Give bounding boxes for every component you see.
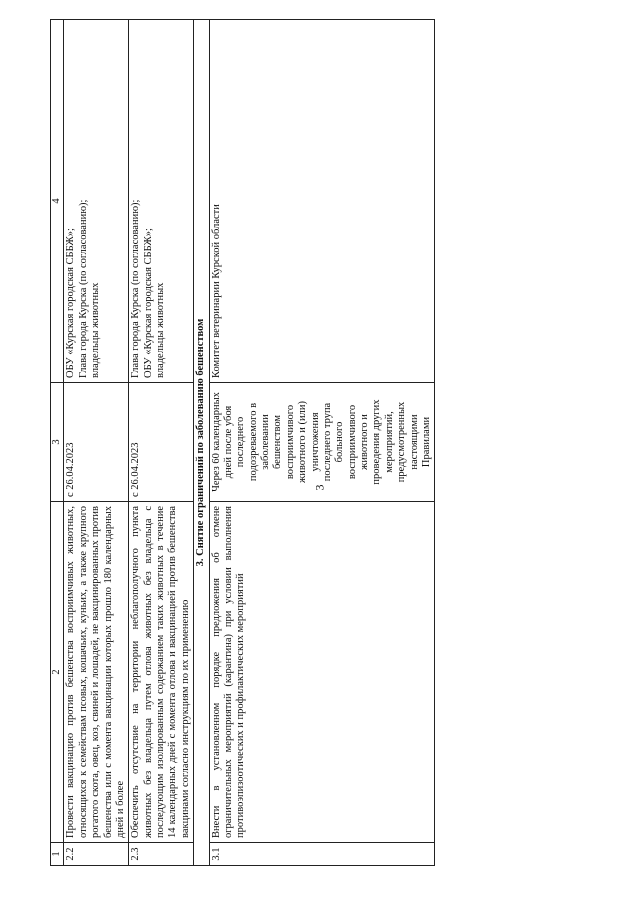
deadline bbox=[209, 383, 435, 502]
deadline-line: последнего трупа bbox=[321, 402, 333, 482]
responsible-line: Глава города Курска (по согласованию); bbox=[130, 199, 142, 378]
deadline-line: дней после убоя bbox=[222, 405, 234, 479]
deadline-line: проведения других bbox=[371, 399, 383, 485]
deadline-line: животного и bbox=[359, 414, 370, 470]
deadline-line: предусмотренных bbox=[396, 401, 408, 483]
header-col-4: 4 bbox=[51, 20, 64, 383]
deadline-line: бешенством bbox=[272, 414, 284, 470]
table-row-2-3 bbox=[129, 20, 194, 866]
responsible-line: Глава города Курска (по согласованию); bbox=[77, 199, 89, 378]
measures-table bbox=[50, 19, 435, 866]
deadline-line: восприимчивого bbox=[284, 404, 296, 480]
responsible-line: ОБУ «Курская городская СББЖ»; bbox=[65, 228, 77, 378]
responsible-line: владельцы животных bbox=[90, 282, 102, 378]
header-col-1: 1 bbox=[51, 843, 64, 866]
deadline-line: мероприятий, bbox=[383, 411, 395, 473]
section-3-title: 3. Снятие ограничений по заболеванию бешенством bbox=[194, 20, 209, 866]
deadline-line: Через 60 календарных bbox=[210, 392, 222, 492]
row-number: 2.2 bbox=[64, 843, 129, 866]
deadline: с 26.04.2023 bbox=[64, 383, 129, 502]
deadline-line: заболевании bbox=[260, 414, 271, 470]
measure-text: Обеспечить отсутствие на территории неблагополучного пункта животных без владельца путем отлова животных без владельца с последующим изолированным содержанием таких животных в течение 14 календарных дней с момента отлова и вакцинацией против бешенства вакцинами согласно инструкциям по их применению bbox=[129, 502, 194, 843]
table-row-2-2 bbox=[64, 20, 129, 866]
deadline: с 26.04.2023 bbox=[129, 383, 194, 502]
header-col-3: 3 bbox=[51, 383, 64, 502]
measure-text: Внести в установленном порядке предложения об отмене ограничительных мероприятий (карантина) при условии выполнения противоэпизоотических и профилактических мероприятий bbox=[209, 502, 435, 843]
deadline-line: больного bbox=[334, 421, 346, 463]
responsible-line: владельцы животных bbox=[155, 282, 166, 378]
responsible bbox=[129, 20, 194, 383]
deadline-line: восприимчивого bbox=[346, 404, 358, 480]
responsible: Комитет ветеринарии Курской области bbox=[209, 20, 435, 383]
deadline-line: уничтожения bbox=[309, 412, 321, 472]
row-number: 3.1 bbox=[209, 843, 435, 866]
header-col-2: 2 bbox=[51, 502, 64, 843]
deadline-line: последнего bbox=[235, 416, 247, 468]
table-row-3-1 bbox=[209, 20, 435, 866]
responsible bbox=[64, 20, 129, 383]
table-header-row bbox=[51, 20, 64, 866]
row-number: 2.3 bbox=[129, 843, 194, 866]
measure-text: Провести вакцинацию против бешенства восприимчивых животных, относящихся к семействам псовых, кошачьих, куньих, а также крупного рогатого скота, овец, коз, свиней и лошадей, не вакцинированных против бешенства или с момента вакцинации которых прошло 180 календарных дней и более bbox=[64, 502, 129, 843]
deadline-line: животного и (или) bbox=[297, 401, 309, 483]
deadline-line: настоящими bbox=[408, 414, 420, 470]
deadline-line: подозреваемого в bbox=[247, 402, 259, 482]
section-3-row bbox=[194, 20, 209, 866]
responsible-line: ОБУ «Курская городская СББЖ»; bbox=[142, 228, 154, 378]
rotated-table-container bbox=[50, 24, 640, 866]
page-number: 3 bbox=[312, 484, 327, 491]
deadline-line: Правилами bbox=[420, 416, 432, 468]
